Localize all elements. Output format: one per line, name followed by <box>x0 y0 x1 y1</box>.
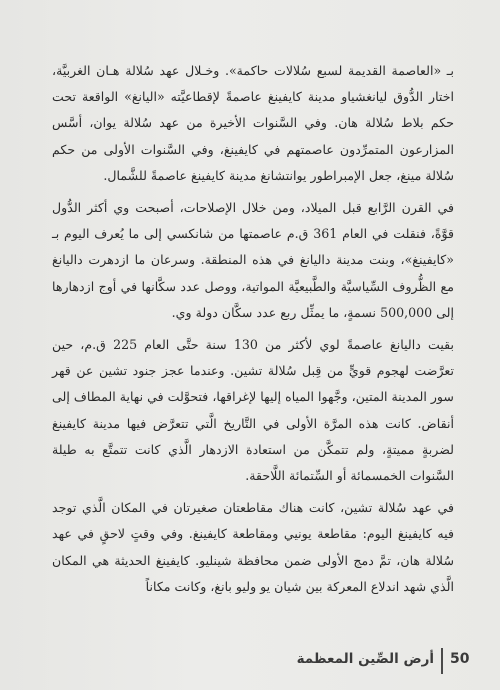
page-number: 50 <box>450 651 470 667</box>
paragraph-1: بـ «العاصمة القديمة لسبع سُلالات حاكمة». وخـلال عهد سُلالة هـان الغربيَّة، اختار الدُّوق ليانغشياو مدينة كايفينغ عاصمةً لإقطاعيَّته «اليانغ» الواقعة تحت حكم بلاط سُلالة هان. وفي السَّنوات الأخيرة من عهد سُلالة يوان، أسَّس المزارعون المتمرِّدون عاصمتهم في كايفينغ، وفي السَّنوات الأولى من حكم سُلالة مينغ، جعل الإمبراطور يوانتشانغ مدينة كايفينغ عاصمةً للشَّمال. <box>52 63 454 183</box>
paragraph-2: في القرن الرَّابع قبل الميلاد، ومن خلال الإصلاحات، أصبحت وي أكثر الدُّول قوَّةً، فنقلت في العام 361 ق.م عاصمتها من شانكسي إلى ما يُعرف اليوم بـ «كايفينغ»، وبنت مدينة داليانغ في هذه المنطقة. وسرعان ما ازدهرت داليانغ مع الظُّروف السِّياسيَّة والطَّبيعيَّة المواتية، ووصل عدد سكَّانها في أوج ازدهارها إلى 500,000 نسمةٍ، ما يمثِّل ربع عدد سكَّان دولة وي. <box>52 200 454 320</box>
footer-divider <box>441 648 443 674</box>
paragraph-4: في عهد سُلالة تشين، كانت هناك مقاطعتان صغيرتان في المكان الَّذي توجد فيه كايفينغ اليوم: مقاطعة يونيي ومقاطعة كايفينغ. وفي وقتٍ لاحقٍ في عهد سُلالة هان، تمَّ دمج الأولى ضمن محافظة شينليو. كايفينغ الحديثة هي المكان الَّذي شهد اندلاع المعركة بين شيان يو وليو بانغ، وكانت مكاناً <box>52 500 454 594</box>
page-footer <box>0 648 500 674</box>
book-title: أرض الصِّين المعظمة <box>296 651 434 667</box>
paragraph-3: بقيت داليانغ عاصمةً لوي لأكثر من 130 سنة حتَّى العام 225 ق.م، حين تعرَّضت لهجوم قويٍّ من قِبل سُلالة تشين. وعندما عجز جنود تشين عن قهر سور المدينة المتين، وجَّهوا المياه إليها لإغراقها، فتحوَّلت في نهاية المطاف إلى أنقاض. كانت هذه المرَّة الأولى في التَّاريخ الَّتي تتعرَّض فيها مدينة كايفينغ لضربةٍ مميتةٍ، ولم تتمكَّن من استعادة الازدهار الَّذي كانت تتمتَّع به طيلة السَّنوات الخمسمائة أو السِّتمائة اللَّاحقة. <box>52 337 454 484</box>
body-text <box>52 58 454 600</box>
